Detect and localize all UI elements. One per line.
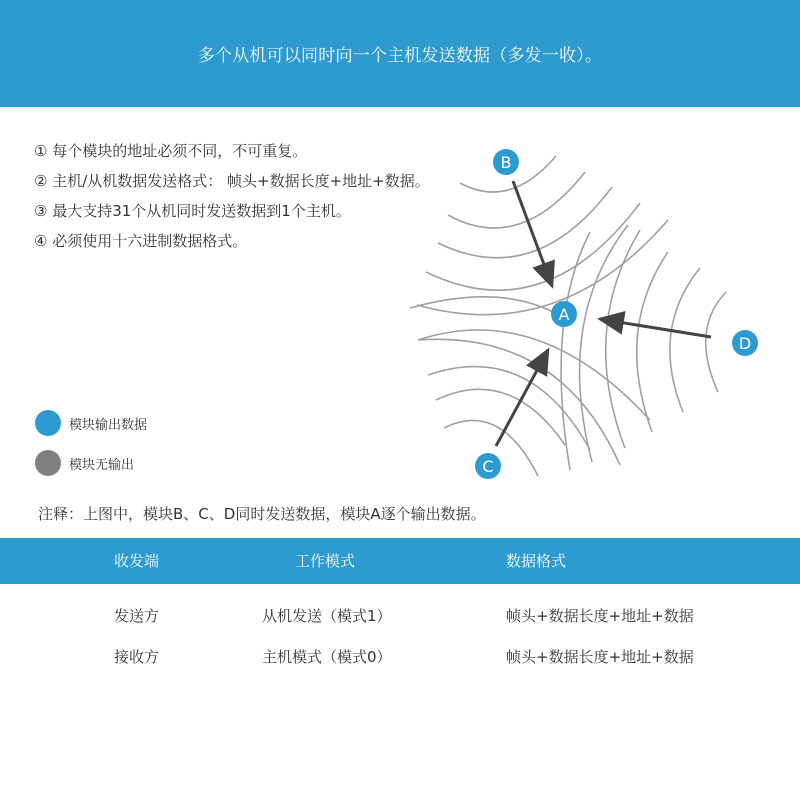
legend — [35, 410, 147, 490]
column-header: 收发端 — [114, 552, 160, 570]
column-header: 工作模式 — [295, 552, 356, 570]
svg-text:C: C — [482, 457, 494, 476]
header-banner — [0, 0, 800, 107]
node-c — [475, 453, 501, 479]
legend-item-no-output — [35, 450, 147, 476]
table-cell: 主机模式（模式0） — [262, 648, 392, 666]
table-cell: 帧头+数据长度+地址+数据 — [506, 607, 694, 625]
table-cell: 发送方 — [114, 607, 160, 625]
table-cell: 帧头+数据长度+地址+数据 — [506, 648, 694, 666]
diagram-note: 注释：上图中，模块B、C、D同时发送数据，模块A逐个输出数据。 — [38, 505, 486, 523]
column-header: 数据格式 — [506, 552, 567, 570]
communication-diagram — [400, 140, 780, 490]
rule-item: ① 每个模块的地址必须不同，不可重复。 — [34, 142, 308, 160]
module-nodes — [475, 149, 758, 479]
svg-text:D: D — [738, 334, 752, 353]
rule-item: ② 主机/从机数据发送格式： 帧头+数据长度+地址+数据。 — [34, 172, 430, 190]
arrow-d-to-a — [600, 319, 711, 337]
node-d — [732, 330, 758, 356]
legend-label: 模块无输出 — [69, 457, 135, 473]
rule-item: ③ 最大支持31个从机同时发送数据到1个主机。 — [34, 202, 351, 220]
svg-text:B: B — [500, 153, 512, 172]
page-title: 多个从机可以同时向一个主机发送数据（多发一收）。 — [197, 46, 603, 66]
node-a — [551, 301, 577, 327]
arrow-b-to-a — [513, 181, 552, 286]
arrow-c-to-a — [496, 350, 548, 446]
legend-label: 模块输出数据 — [69, 417, 148, 433]
svg-text:A: A — [558, 305, 570, 324]
blue-dot-icon — [35, 410, 61, 436]
table-row — [0, 601, 800, 631]
table-cell: 接收方 — [114, 648, 160, 666]
table-row — [0, 642, 800, 672]
gray-dot-icon — [35, 450, 61, 476]
table-header — [0, 538, 800, 584]
rule-item: ④ 必须使用十六进制数据格式。 — [34, 232, 248, 250]
legend-item-output — [35, 410, 147, 436]
node-b — [493, 149, 519, 175]
table-cell: 从机发送（模式1） — [262, 607, 392, 625]
rules-list — [34, 136, 430, 256]
